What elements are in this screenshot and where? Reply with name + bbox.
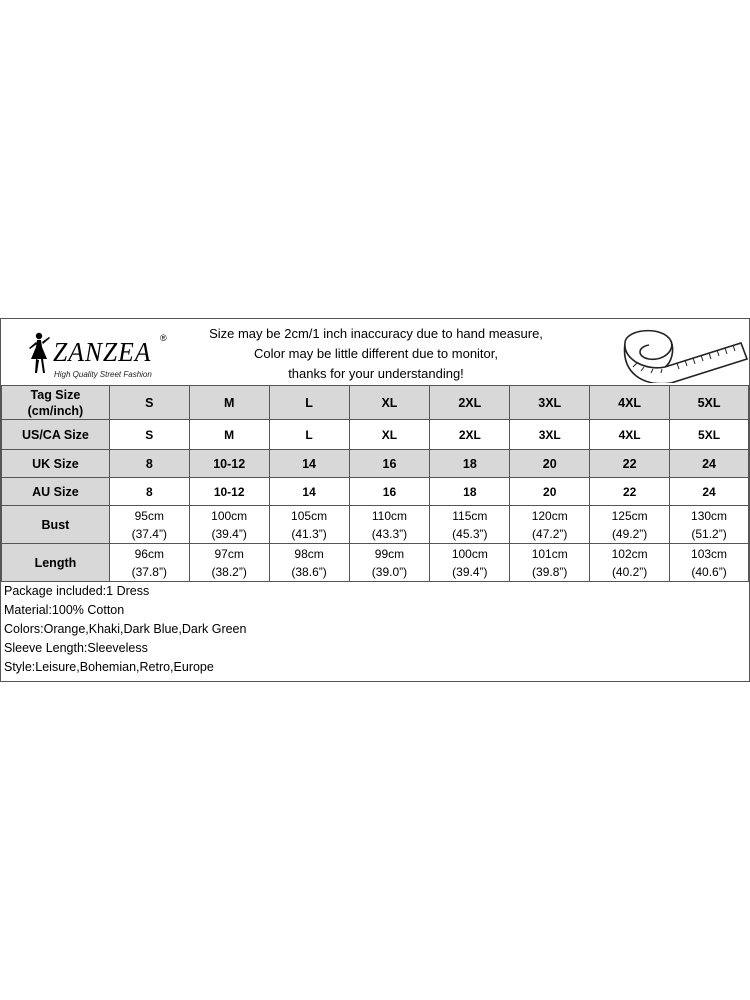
- tag-size-label: Tag Size: [30, 387, 81, 402]
- table-cell: 2XL: [430, 420, 510, 450]
- inch-value: (39.8”): [532, 564, 568, 579]
- table-cell: 24: [670, 450, 749, 478]
- table-cell: [349, 506, 430, 544]
- table-cell: [269, 544, 349, 582]
- inch-value: (43.3”): [371, 526, 408, 541]
- inch-value: (47.2”): [532, 526, 568, 541]
- table-cell: S: [109, 386, 189, 420]
- cm-value: 110cm: [371, 508, 408, 523]
- row-label: [2, 386, 110, 420]
- table-cell: XL: [349, 420, 430, 450]
- inch-value: (37.4”): [131, 526, 167, 541]
- inch-value: (49.2”): [611, 526, 648, 541]
- table-cell: [670, 544, 749, 582]
- table-cell: 18: [430, 478, 510, 506]
- table-cell: 4XL: [590, 386, 670, 420]
- table-cell: XL: [349, 386, 430, 420]
- measuring-tape-icon: [615, 321, 750, 383]
- table-cell: 8: [109, 478, 189, 506]
- cm-value: 96cm: [134, 546, 164, 561]
- table-cell: [349, 544, 430, 582]
- table-cell: 16: [349, 450, 430, 478]
- row-label: AU Size: [2, 478, 110, 506]
- inch-value: (37.8”): [131, 564, 167, 579]
- info-colors: Colors:Orange,Khaki,Dark Blue,Dark Green: [4, 622, 247, 636]
- inch-value: (38.2”): [211, 564, 247, 579]
- table-cell: [269, 506, 349, 544]
- inch-value: (51.2”): [691, 526, 727, 541]
- cm-value: 103cm: [691, 546, 728, 561]
- row-label: Bust: [2, 506, 110, 544]
- cm-value: 100cm: [211, 508, 248, 523]
- table-cell: [109, 544, 189, 582]
- row-label: US/CA Size: [2, 420, 110, 450]
- info-package: Package included:1 Dress: [4, 584, 150, 598]
- table-cell: [670, 506, 749, 544]
- brand-name: ZANZEA: [53, 337, 152, 367]
- table-cell: S: [109, 420, 189, 450]
- table-cell: 16: [349, 478, 430, 506]
- inch-value: (39.0”): [371, 564, 408, 579]
- table-cell: 5XL: [670, 386, 749, 420]
- table-cell: 10-12: [189, 478, 269, 506]
- cm-value: 100cm: [451, 546, 488, 561]
- row-label: UK Size: [2, 450, 110, 478]
- brand-tagline: High Quality Street Fashion: [54, 370, 152, 379]
- uk-size-row: [2, 450, 749, 478]
- table-cell: [510, 506, 590, 544]
- tag-size-unit: (cm/inch): [27, 403, 84, 418]
- inch-value: (41.3”): [291, 526, 327, 541]
- inch-value: (40.6”): [691, 564, 727, 579]
- table-cell: 24: [670, 478, 749, 506]
- table-cell: 14: [269, 478, 349, 506]
- size-chart: [0, 318, 750, 682]
- table-cell: [430, 506, 510, 544]
- model-silhouette-icon: [25, 331, 53, 377]
- cm-value: 120cm: [531, 508, 568, 523]
- table-cell: 5XL: [670, 420, 749, 450]
- table-cell: 3XL: [510, 386, 590, 420]
- cm-value: 101cm: [531, 546, 568, 561]
- cm-value: 97cm: [214, 546, 244, 561]
- table-cell: [590, 544, 670, 582]
- info-style: Style:Leisure,Bohemian,Retro,Europe: [4, 660, 214, 674]
- inch-value: (45.3”): [452, 526, 488, 541]
- table-cell: 8: [109, 450, 189, 478]
- table-cell: 20: [510, 478, 590, 506]
- table-cell: [510, 544, 590, 582]
- cm-value: 125cm: [611, 508, 648, 523]
- tag-size-row: [2, 386, 749, 420]
- table-cell: 22: [590, 450, 670, 478]
- row-label: Length: [2, 544, 110, 582]
- inch-value: (40.2”): [611, 564, 648, 579]
- notice-line: Color may be little different due to monitor,: [254, 346, 498, 361]
- table-cell: L: [269, 420, 349, 450]
- table-cell: 3XL: [510, 420, 590, 450]
- table-cell: M: [189, 420, 269, 450]
- length-row: [2, 544, 749, 582]
- table-cell: 4XL: [590, 420, 670, 450]
- table-cell: [590, 506, 670, 544]
- table-cell: 18: [430, 450, 510, 478]
- notice-line: thanks for your understanding!: [288, 366, 464, 381]
- measurement-notice: [181, 324, 571, 384]
- info-material: Material:100% Cotton: [4, 603, 125, 617]
- inch-value: (38.6”): [291, 564, 327, 579]
- size-table: [1, 385, 749, 582]
- table-cell: [109, 506, 189, 544]
- inch-value: (39.4”): [211, 526, 247, 541]
- table-cell: 2XL: [430, 386, 510, 420]
- us-size-row: [2, 420, 749, 450]
- cm-value: 98cm: [294, 546, 324, 561]
- info-sleeve: Sleeve Length:Sleeveless: [4, 641, 148, 655]
- product-info: [1, 582, 749, 677]
- table-cell: 20: [510, 450, 590, 478]
- table-cell: L: [269, 386, 349, 420]
- bust-row: [2, 506, 749, 544]
- cm-value: 130cm: [691, 508, 728, 523]
- table-cell: [189, 506, 269, 544]
- notice-line: Size may be 2cm/1 inch inaccuracy due to hand measure,: [209, 326, 543, 341]
- table-cell: 14: [269, 450, 349, 478]
- cm-value: 115cm: [452, 508, 488, 523]
- table-cell: M: [189, 386, 269, 420]
- cm-value: 105cm: [291, 508, 328, 523]
- chart-header: [1, 319, 749, 385]
- inch-value: (39.4”): [452, 564, 488, 579]
- brand-logo: [23, 327, 183, 383]
- table-cell: 22: [590, 478, 670, 506]
- au-size-row: [2, 478, 749, 506]
- table-cell: [430, 544, 510, 582]
- table-cell: 10-12: [189, 450, 269, 478]
- table-cell: [189, 544, 269, 582]
- cm-value: 102cm: [611, 546, 648, 561]
- cm-value: 95cm: [134, 508, 164, 523]
- registered-mark: ®: [160, 333, 167, 343]
- cm-value: 99cm: [374, 546, 405, 561]
